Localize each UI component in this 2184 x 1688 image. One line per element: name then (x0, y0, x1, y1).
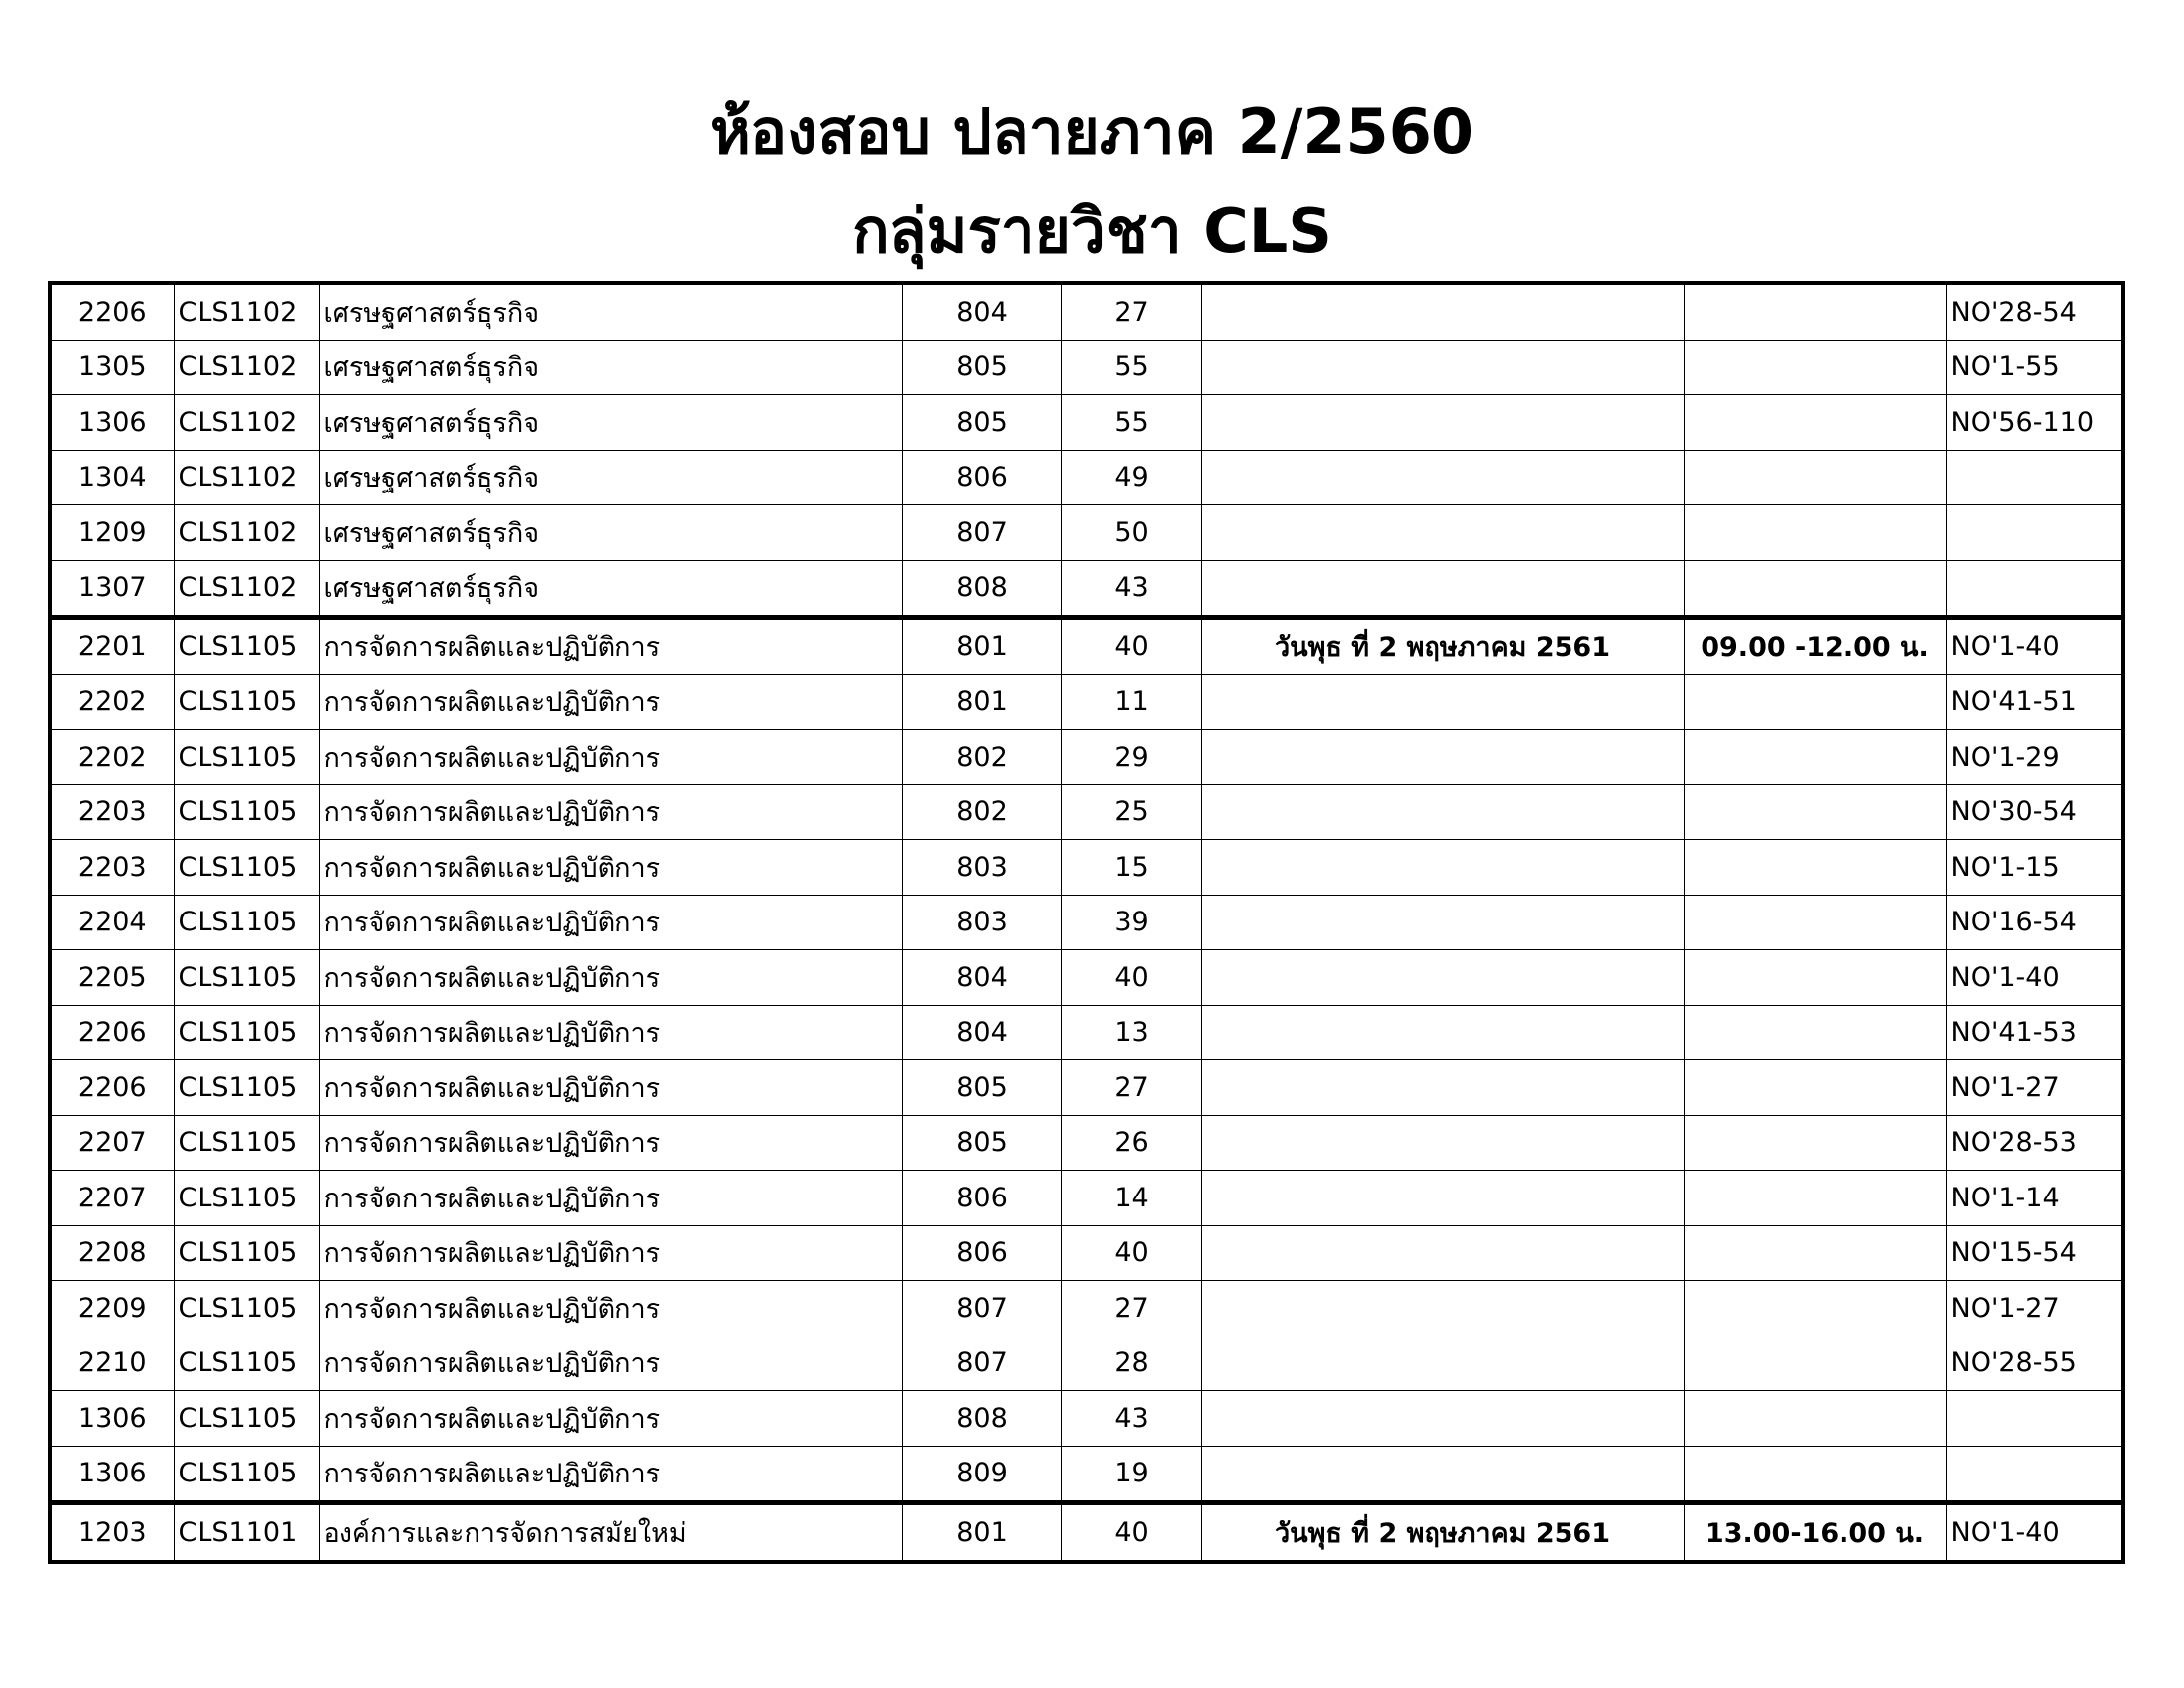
seat-range-cell: NO'1-40 (1946, 618, 2123, 675)
course-name-cell: เศรษฐศาสตร์ธุรกิจ (319, 395, 902, 451)
course-name-cell: การจัดการผลิตและปฏิบัติการ (319, 950, 902, 1006)
table-row (50, 618, 2123, 675)
course-code-cell: CLS1102 (174, 340, 319, 395)
room-cell: 1209 (50, 505, 174, 561)
student-count-cell: 28 (1061, 1336, 1201, 1391)
course-name-cell: การจัดการผลิตและปฏิบัติการ (319, 1446, 902, 1503)
page-subtitle: กลุ่มรายวิชา CLS (852, 195, 1332, 267)
course-code-cell: CLS1105 (174, 1115, 319, 1171)
table-row (50, 1060, 2123, 1116)
course-name-cell: การจัดการผลิตและปฏิบัติการ (319, 1281, 902, 1336)
section-cell: 808 (902, 560, 1061, 618)
course-name-cell: การจัดการผลิตและปฏิบัติการ (319, 1171, 902, 1226)
course-name-cell: เศรษฐศาสตร์ธุรกิจ (319, 450, 902, 505)
room-cell: 2206 (50, 1060, 174, 1116)
table-row (50, 283, 2123, 340)
course-name-cell: การจัดการผลิตและปฏิบัติการ (319, 618, 902, 675)
table-row (50, 340, 2123, 395)
seat-range-cell: NO'28-53 (1946, 1115, 2123, 1171)
student-count-cell: 49 (1061, 450, 1201, 505)
student-count-cell: 29 (1061, 730, 1201, 785)
exam-date-cell: วันพุธ ที่ 2 พฤษภาคม 2561 (1201, 1503, 1684, 1562)
course-name-cell: เศรษฐศาสตร์ธุรกิจ (319, 505, 902, 561)
course-code-cell: CLS1105 (174, 1391, 319, 1447)
course-code-cell: CLS1105 (174, 618, 319, 675)
section-cell: 805 (902, 1115, 1061, 1171)
exam-time-cell (1684, 784, 1946, 840)
room-cell: 2202 (50, 730, 174, 785)
exam-time-cell (1684, 340, 1946, 395)
table-row (50, 950, 2123, 1006)
section-cell: 807 (902, 505, 1061, 561)
exam-date-cell (1201, 784, 1684, 840)
student-count-cell: 55 (1061, 395, 1201, 451)
section-cell: 802 (902, 730, 1061, 785)
seat-range-cell: NO'41-51 (1946, 674, 2123, 730)
exam-time-cell (1684, 840, 1946, 896)
course-name-cell: การจัดการผลิตและปฏิบัติการ (319, 1391, 902, 1447)
table-row (50, 1115, 2123, 1171)
table-row (50, 450, 2123, 505)
table-row (50, 730, 2123, 785)
room-cell: 2210 (50, 1336, 174, 1391)
course-code-cell: CLS1105 (174, 1446, 319, 1503)
table-row (50, 1225, 2123, 1281)
room-cell: 2205 (50, 950, 174, 1006)
course-name-cell: การจัดการผลิตและปฏิบัติการ (319, 1336, 902, 1391)
course-code-cell: CLS1105 (174, 1005, 319, 1060)
seat-range-cell (1946, 1446, 2123, 1503)
table-body (50, 283, 2123, 1562)
table-row (50, 895, 2123, 950)
course-name-cell: การจัดการผลิตและปฏิบัติการ (319, 784, 902, 840)
section-cell: 804 (902, 950, 1061, 1006)
course-code-cell: CLS1102 (174, 283, 319, 340)
table-row (50, 395, 2123, 451)
student-count-cell: 27 (1061, 1060, 1201, 1116)
course-code-cell: CLS1102 (174, 395, 319, 451)
course-code-cell: CLS1105 (174, 1171, 319, 1226)
seat-range-cell: NO'30-54 (1946, 784, 2123, 840)
seat-range-cell: NO'28-55 (1946, 1336, 2123, 1391)
course-name-cell: การจัดการผลิตและปฏิบัติการ (319, 1005, 902, 1060)
student-count-cell: 40 (1061, 950, 1201, 1006)
seat-range-cell: NO'56-110 (1946, 395, 2123, 451)
exam-time-cell (1684, 1446, 1946, 1503)
course-code-cell: CLS1105 (174, 674, 319, 730)
seat-range-cell: NO'1-40 (1946, 950, 2123, 1006)
room-cell: 2209 (50, 1281, 174, 1336)
room-cell: 1304 (50, 450, 174, 505)
student-count-cell: 15 (1061, 840, 1201, 896)
table-row (50, 1171, 2123, 1226)
student-count-cell: 13 (1061, 1005, 1201, 1060)
seat-range-cell: NO'15-54 (1946, 1225, 2123, 1281)
exam-time-cell (1684, 730, 1946, 785)
section-cell: 807 (902, 1336, 1061, 1391)
student-count-cell: 25 (1061, 784, 1201, 840)
seat-range-cell: NO'16-54 (1946, 895, 2123, 950)
exam-room-table (48, 281, 2125, 1564)
student-count-cell: 40 (1061, 1503, 1201, 1562)
seat-range-cell: NO'1-27 (1946, 1060, 2123, 1116)
table-row (50, 1503, 2123, 1562)
course-code-cell: CLS1105 (174, 1225, 319, 1281)
exam-time-cell (1684, 1336, 1946, 1391)
seat-range-cell (1946, 560, 2123, 618)
exam-time-cell (1684, 450, 1946, 505)
course-code-cell: CLS1105 (174, 1281, 319, 1336)
course-code-cell: CLS1105 (174, 784, 319, 840)
seat-range-cell: NO'1-55 (1946, 340, 2123, 395)
room-cell: 2207 (50, 1171, 174, 1226)
exam-time-cell (1684, 1005, 1946, 1060)
section-cell: 807 (902, 1281, 1061, 1336)
student-count-cell: 55 (1061, 340, 1201, 395)
seat-range-cell: NO'1-15 (1946, 840, 2123, 896)
table-row (50, 840, 2123, 896)
exam-time-cell (1684, 395, 1946, 451)
exam-date-cell (1201, 895, 1684, 950)
exam-date-cell (1201, 560, 1684, 618)
exam-time-cell (1684, 950, 1946, 1006)
student-count-cell: 40 (1061, 1225, 1201, 1281)
student-count-cell: 27 (1061, 1281, 1201, 1336)
section-cell: 803 (902, 840, 1061, 896)
table-row (50, 1281, 2123, 1336)
section-cell: 802 (902, 784, 1061, 840)
table-row (50, 1446, 2123, 1503)
student-count-cell: 50 (1061, 505, 1201, 561)
student-count-cell: 39 (1061, 895, 1201, 950)
student-count-cell: 14 (1061, 1171, 1201, 1226)
exam-date-cell (1201, 1060, 1684, 1116)
exam-date-cell (1201, 1171, 1684, 1226)
table-row (50, 560, 2123, 618)
exam-date-cell (1201, 674, 1684, 730)
course-name-cell: การจัดการผลิตและปฏิบัติการ (319, 674, 902, 730)
section-cell: 805 (902, 395, 1061, 451)
seat-range-cell: NO'1-14 (1946, 1171, 2123, 1226)
student-count-cell: 11 (1061, 674, 1201, 730)
page-title: ห้องสอบ ปลายภาค 2/2560 (710, 95, 1474, 168)
exam-time-cell (1684, 674, 1946, 730)
exam-date-cell (1201, 340, 1684, 395)
room-cell: 2206 (50, 1005, 174, 1060)
exam-time-cell (1684, 1115, 1946, 1171)
section-cell: 806 (902, 1171, 1061, 1226)
section-cell: 804 (902, 1005, 1061, 1060)
room-cell: 1307 (50, 560, 174, 618)
exam-time-cell (1684, 1171, 1946, 1226)
student-count-cell: 43 (1061, 560, 1201, 618)
section-cell: 806 (902, 1225, 1061, 1281)
student-count-cell: 19 (1061, 1446, 1201, 1503)
course-name-cell: เศรษฐศาสตร์ธุรกิจ (319, 283, 902, 340)
exam-date-cell (1201, 1446, 1684, 1503)
section-cell: 804 (902, 283, 1061, 340)
room-cell: 2203 (50, 840, 174, 896)
exam-time-cell (1684, 1225, 1946, 1281)
exam-date-cell (1201, 1005, 1684, 1060)
room-cell: 2201 (50, 618, 174, 675)
exam-time-cell: 13.00-16.00 น. (1684, 1503, 1946, 1562)
exam-time-cell (1684, 1281, 1946, 1336)
room-cell: 2204 (50, 895, 174, 950)
student-count-cell: 27 (1061, 283, 1201, 340)
course-name-cell: เศรษฐศาสตร์ธุรกิจ (319, 560, 902, 618)
course-code-cell: CLS1105 (174, 840, 319, 896)
course-code-cell: CLS1102 (174, 560, 319, 618)
course-name-cell: การจัดการผลิตและปฏิบัติการ (319, 1225, 902, 1281)
course-name-cell: เศรษฐศาสตร์ธุรกิจ (319, 340, 902, 395)
exam-date-cell (1201, 1391, 1684, 1447)
exam-date-cell (1201, 1281, 1684, 1336)
table-row (50, 1336, 2123, 1391)
course-code-cell: CLS1105 (174, 1060, 319, 1116)
exam-date-cell (1201, 1225, 1684, 1281)
course-code-cell: CLS1105 (174, 950, 319, 1006)
seat-range-cell: NO'28-54 (1946, 283, 2123, 340)
course-name-cell: องค์การและการจัดการสมัยใหม่ (319, 1503, 902, 1562)
exam-date-cell (1201, 1336, 1684, 1391)
exam-date-cell (1201, 950, 1684, 1006)
student-count-cell: 26 (1061, 1115, 1201, 1171)
room-cell: 1203 (50, 1503, 174, 1562)
course-code-cell: CLS1105 (174, 895, 319, 950)
section-cell: 801 (902, 1503, 1061, 1562)
course-code-cell: CLS1105 (174, 1336, 319, 1391)
room-cell: 1305 (50, 340, 174, 395)
exam-date-cell: วันพุธ ที่ 2 พฤษภาคม 2561 (1201, 618, 1684, 675)
student-count-cell: 43 (1061, 1391, 1201, 1447)
table-row (50, 1391, 2123, 1447)
section-cell: 805 (902, 340, 1061, 395)
seat-range-cell (1946, 505, 2123, 561)
exam-time-cell (1684, 283, 1946, 340)
exam-date-cell (1201, 505, 1684, 561)
course-name-cell: การจัดการผลิตและปฏิบัติการ (319, 840, 902, 896)
course-name-cell: การจัดการผลิตและปฏิบัติการ (319, 1115, 902, 1171)
exam-time-cell (1684, 1391, 1946, 1447)
exam-time-cell (1684, 560, 1946, 618)
room-cell: 2208 (50, 1225, 174, 1281)
exam-time-cell: 09.00 -12.00 น. (1684, 618, 1946, 675)
exam-date-cell (1201, 840, 1684, 896)
course-name-cell: การจัดการผลิตและปฏิบัติการ (319, 1060, 902, 1116)
exam-date-cell (1201, 283, 1684, 340)
seat-range-cell (1946, 1391, 2123, 1447)
exam-date-cell (1201, 1115, 1684, 1171)
room-cell: 2202 (50, 674, 174, 730)
seat-range-cell: NO'1-40 (1946, 1503, 2123, 1562)
room-cell: 2207 (50, 1115, 174, 1171)
section-cell: 806 (902, 450, 1061, 505)
exam-date-cell (1201, 730, 1684, 785)
section-cell: 801 (902, 674, 1061, 730)
seat-range-cell: NO'1-27 (1946, 1281, 2123, 1336)
exam-date-cell (1201, 395, 1684, 451)
table-row (50, 674, 2123, 730)
section-cell: 805 (902, 1060, 1061, 1116)
section-cell: 803 (902, 895, 1061, 950)
section-cell: 808 (902, 1391, 1061, 1447)
room-cell: 2203 (50, 784, 174, 840)
exam-date-cell (1201, 450, 1684, 505)
course-code-cell: CLS1102 (174, 450, 319, 505)
section-cell: 801 (902, 618, 1061, 675)
exam-time-cell (1684, 505, 1946, 561)
exam-time-cell (1684, 895, 1946, 950)
course-code-cell: CLS1101 (174, 1503, 319, 1562)
course-code-cell: CLS1105 (174, 730, 319, 785)
room-cell: 1306 (50, 1446, 174, 1503)
section-cell: 809 (902, 1446, 1061, 1503)
exam-time-cell (1684, 1060, 1946, 1116)
seat-range-cell (1946, 450, 2123, 505)
seat-range-cell: NO'1-29 (1946, 730, 2123, 785)
course-name-cell: การจัดการผลิตและปฏิบัติการ (319, 895, 902, 950)
course-name-cell: การจัดการผลิตและปฏิบัติการ (319, 730, 902, 785)
seat-range-cell: NO'41-53 (1946, 1005, 2123, 1060)
room-cell: 1306 (50, 1391, 174, 1447)
table-row (50, 784, 2123, 840)
room-cell: 1306 (50, 395, 174, 451)
table-row (50, 1005, 2123, 1060)
course-code-cell: CLS1102 (174, 505, 319, 561)
student-count-cell: 40 (1061, 618, 1201, 675)
room-cell: 2206 (50, 283, 174, 340)
table-row (50, 505, 2123, 561)
